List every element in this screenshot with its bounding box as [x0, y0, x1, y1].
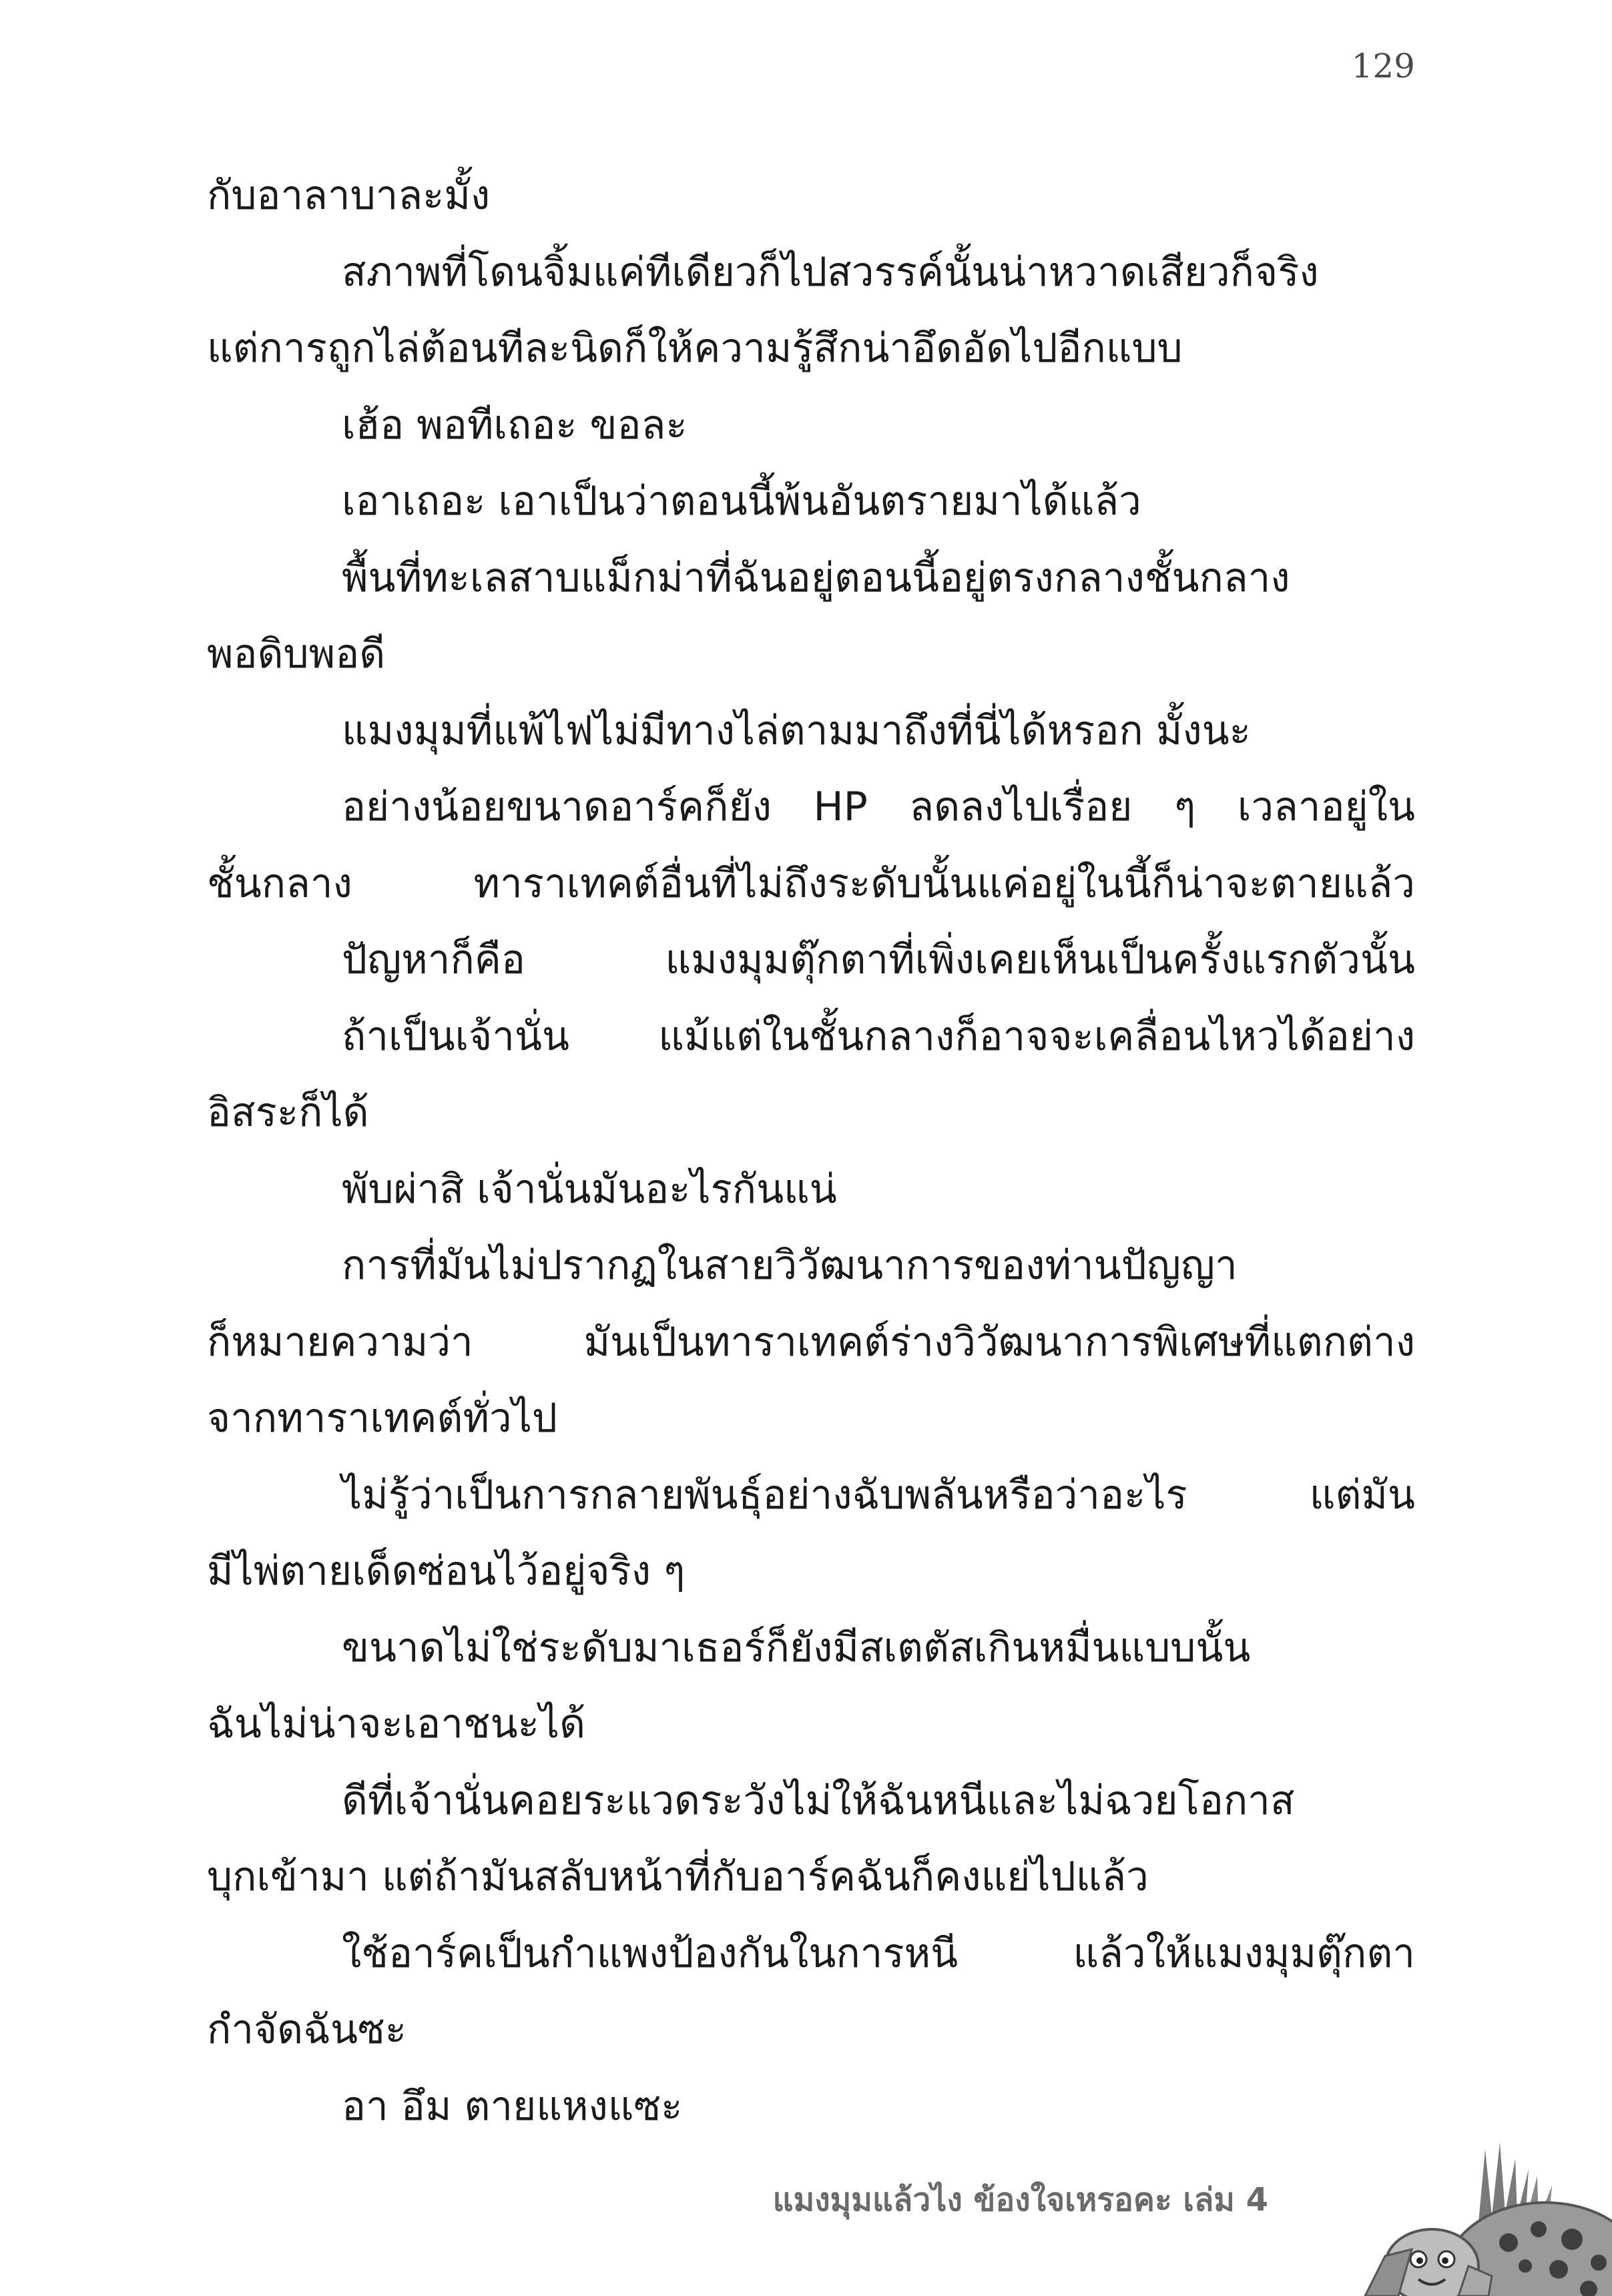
text-line: สภาพที่โดนจิ้มแค่ทีเดียวก็ไปสวรรค์นั้นน่าหวาดเสียวก็จริง	[342, 248, 1319, 296]
text-line: ก็หมายความว่า มันเป็นทาราเทคต์ร่างวิวัฒนาการพิเศษที่แตกต่าง	[207, 1318, 1415, 1366]
text-line: เฮ้อ พอทีเถอะ ขอละ	[342, 401, 688, 449]
text-line: มีไพ่ตายเด็ดซ่อนไว้อยู่จริง ๆ	[207, 1548, 686, 1595]
text-line: พอดิบพอดี	[207, 631, 386, 677]
text-line: ไม่รู้ว่าเป็นการกลายพันธุ์อย่างฉับพลันหรือว่าอะไร แต่มัน	[342, 1471, 1415, 1518]
body-text	[207, 158, 1415, 2144]
text-line: ถ้าเป็นเจ้านั่น แม้แต่ในชั้นกลางก็อาจจะเคลื่อนไหวได้อย่าง	[342, 1013, 1415, 1060]
text-line: อา อึม ตายแหงแซะ	[342, 2082, 683, 2130]
text-line: แมงมุมที่แพ้ไฟไม่มีทางไล่ตามมาถึงที่นี่ได้หรอก มั้งนะ	[342, 707, 1251, 754]
text-line: เอาเถอะ เอาเป็นว่าตอนนี้พ้นอันตรายมาได้แล้ว	[342, 478, 1141, 525]
text-line: อิสระก็ได้	[207, 1089, 369, 1136]
text-line: ขนาดไม่ใช่ระดับมาเธอร์ก็ยังมีสเตตัสเกินหมื่นแบบนั้น	[342, 1624, 1251, 1671]
footer-book-title: แมงมุมแล้วไง ข้องใจเหรอคะ เล่ม 4	[772, 2181, 1268, 2219]
page-number: 129	[1351, 47, 1415, 85]
text-line: บุกเข้ามา แต่ถ้ามันสลับหน้าที่กับอาร์คฉันก็คงแย่ไปแล้ว	[207, 1853, 1149, 1900]
text-line: ดีที่เจ้านั่นคอยระแวดระวังไม่ให้ฉันหนีและไม่ฉวยโอกาส	[342, 1777, 1295, 1824]
text-line: แต่การถูกไล่ต้อนทีละนิดก็ให้ความรู้สึกน่าอึดอัดไปอีกแบบ	[207, 325, 1183, 372]
text-line: กำจัดฉันซะ	[207, 2006, 407, 2053]
text-line: ใช้อาร์คเป็นกำแพงป้องกันในการหนี แล้วให้แมงมุมตุ๊กตา	[342, 1930, 1415, 1977]
text-line: การที่มันไม่ปรากฏในสายวิวัฒนาการของท่านปัญญา	[342, 1242, 1238, 1289]
text-line: อย่างน้อยขนาดอาร์คก็ยัง HP ลดลงไปเรื่อย ๆ เวลาอยู่ใน	[342, 784, 1415, 830]
text-line: พับผ่าสิ เจ้านั่นมันอะไรกันแน่	[342, 1165, 837, 1213]
text-line: ปัญหาก็คือ แมงมุมตุ๊กตาที่เพิ่งเคยเห็นเป็นครั้งแรกตัวนั้น	[342, 936, 1415, 983]
text-line: ชั้นกลาง ทาราเทคต์อื่นที่ไม่ถึงระดับนั้นแค่อยู่ในนี้ก็น่าจะตายแล้ว	[207, 860, 1415, 907]
text-line: ฉันไม่น่าจะเอาชนะได้	[207, 1701, 586, 1747]
text-line: จากทาราเทคต์ทั่วไป	[207, 1395, 557, 1442]
text-line: กับอาลาบาละมั้ง	[207, 172, 491, 219]
text-line: พื้นที่ทะเลสาบแม็กม่าที่ฉันอยู่ตอนนี้อยู่ตรงกลางชั้นกลาง	[342, 554, 1290, 601]
spider-mascot-icon	[1325, 2122, 1612, 2296]
